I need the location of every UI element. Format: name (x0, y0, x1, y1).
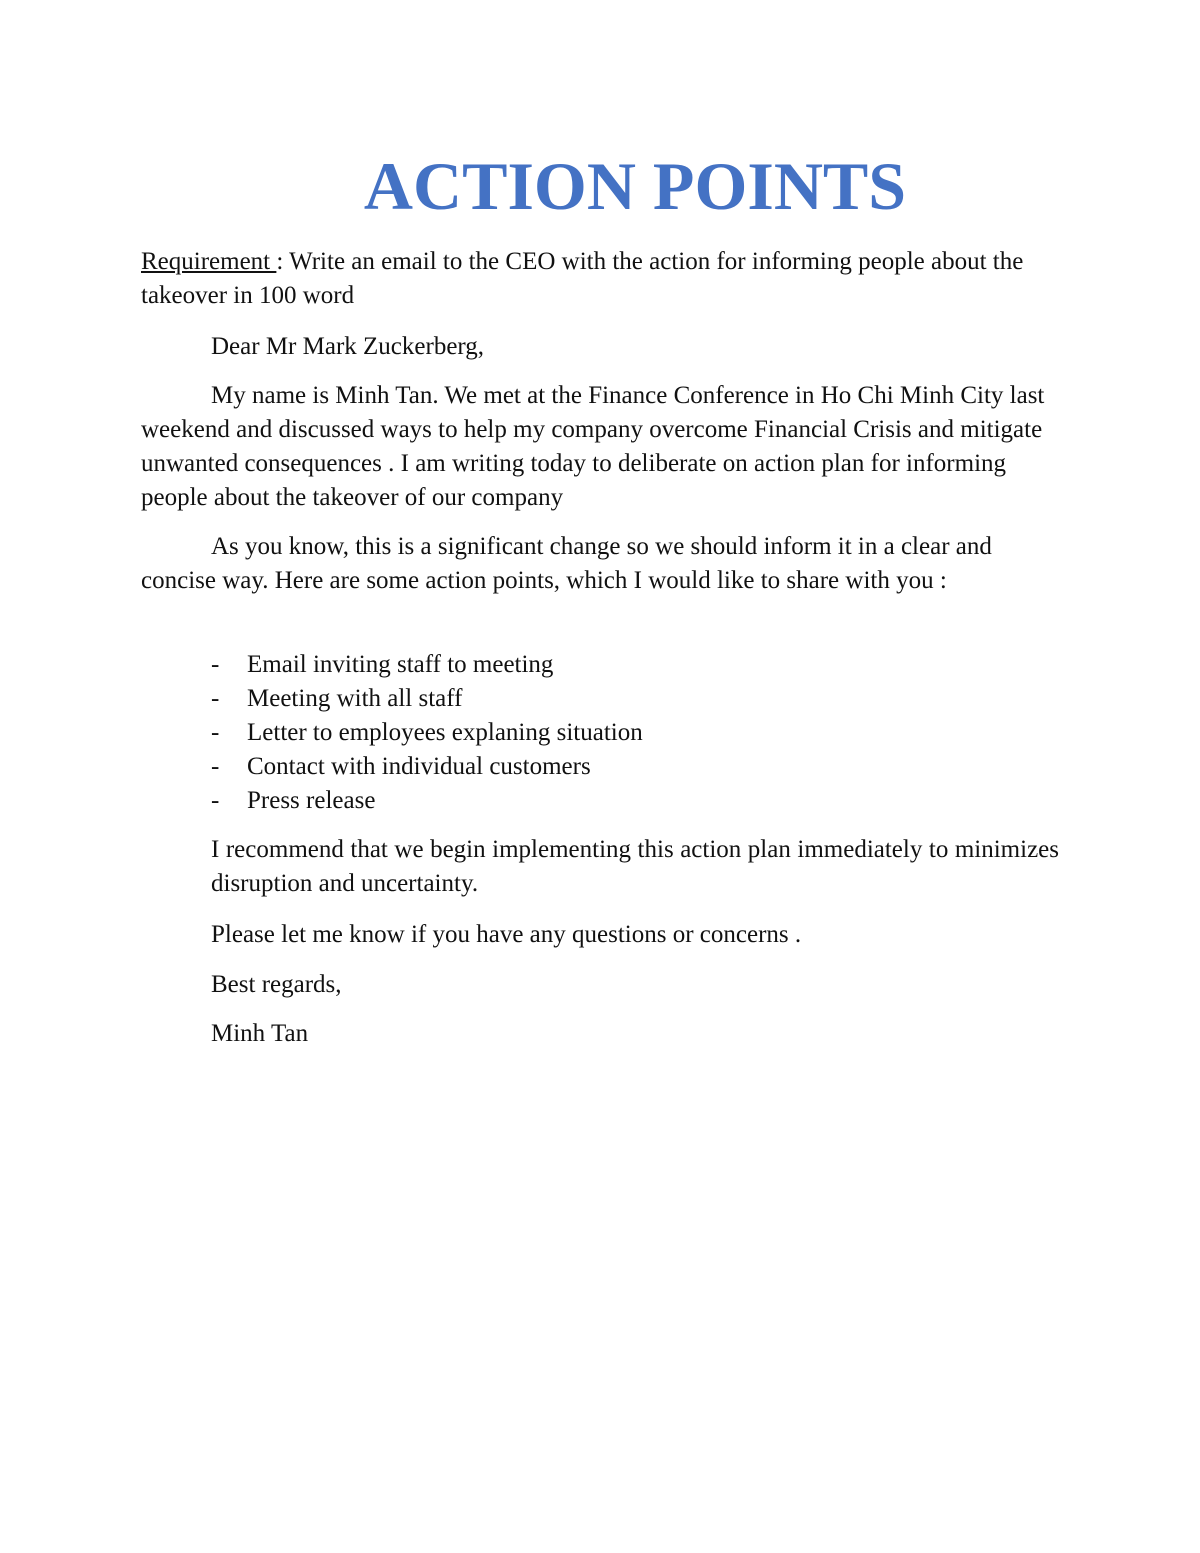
requirement-label: Requirement (141, 248, 277, 275)
page-title: ACTION POINTS (363, 148, 907, 224)
action-point-text: Email inviting staff to meeting (247, 651, 554, 678)
list-item (211, 784, 643, 818)
bullet-dash: - (211, 651, 220, 678)
action-point-text: Letter to employees explaning situation (247, 719, 643, 746)
bullet-dash: - (211, 685, 220, 712)
requirement-paragraph (141, 245, 1059, 313)
email-sign-off: Best regards, (211, 971, 342, 998)
email-paragraph-context: As you know, this is a significant change so we should inform it in a clear and concise way. Here are some action points, which I would like to share with you : (141, 533, 992, 594)
action-point-text: Press release (247, 787, 376, 814)
email-recommendation: I recommend that we begin implementing this action plan immediately to minimizes disruption and uncertainty. (211, 836, 1059, 897)
bullet-dash: - (211, 719, 220, 746)
action-point-text: Meeting with all staff (247, 685, 463, 712)
requirement-text: : Write an email to the CEO with the action for informing people about the takeover in 100 word (141, 248, 1024, 309)
email-closing-request: Please let me know if you have any questions or concerns . (211, 921, 802, 948)
list-item (211, 750, 643, 784)
bullet-dash: - (211, 753, 220, 780)
email-signature: Minh Tan (211, 1020, 309, 1047)
list-item (211, 716, 643, 750)
email-salutation: Dear Mr Mark Zuckerberg, (211, 333, 485, 360)
list-item (211, 648, 643, 682)
action-points-list (211, 648, 643, 818)
action-point-text: Contact with individual customers (247, 753, 591, 780)
bullet-dash: - (211, 787, 220, 814)
list-item (211, 682, 643, 716)
email-paragraph-intro: My name is Minh Tan. We met at the Finance Conference in Ho Chi Minh City last weekend and discussed ways to help my company overcome Financial Crisis and mitigate unwanted consequences . I am writing today to deliberate on action plan for informing people about the takeover of our company (141, 382, 1045, 511)
